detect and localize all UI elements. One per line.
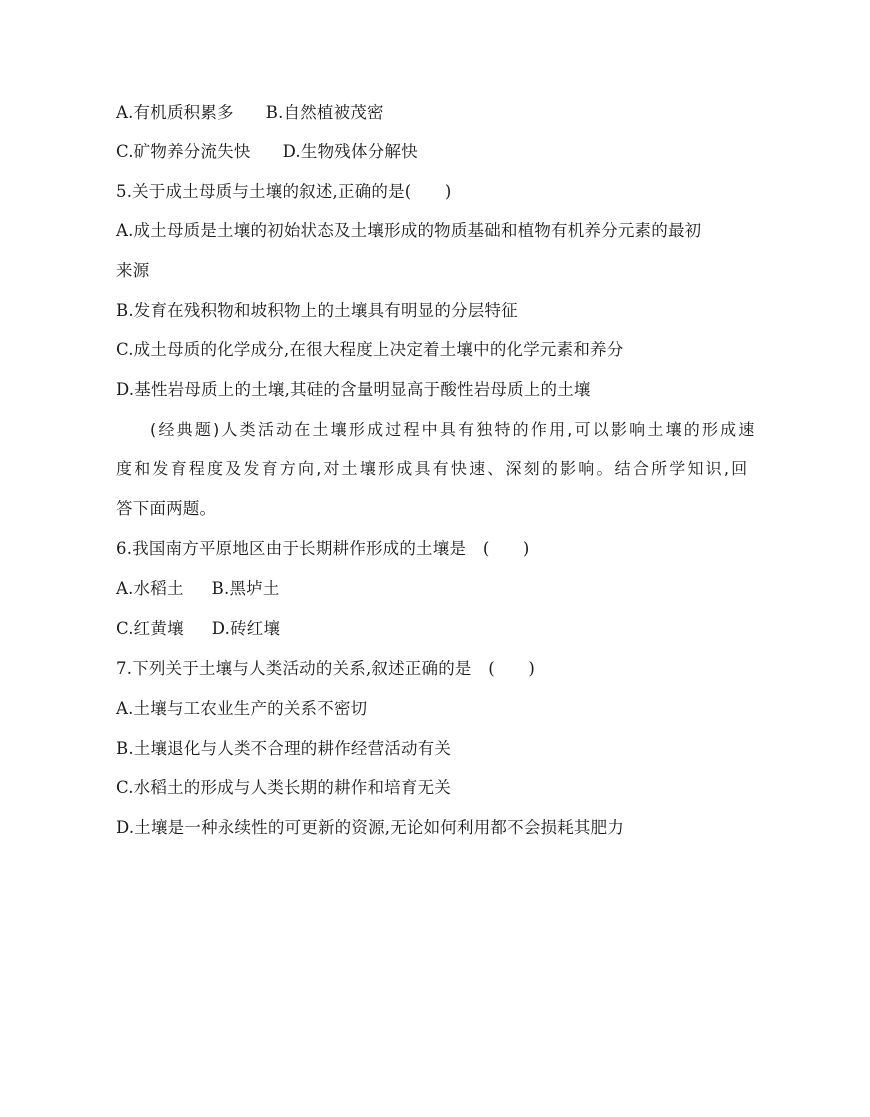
q4-option-c[interactable]: C.矿物养分流失快 xyxy=(116,142,251,161)
q6-option-b[interactable]: B.黑垆土 xyxy=(211,579,280,598)
q5-question: 5.关于成土母质与土壤的叙述,正确的是( ) xyxy=(116,182,452,201)
q6-option-c[interactable]: C.红黄壤 xyxy=(116,619,184,638)
q6-question: 6.我国南方平原地区由于长期耕作形成的土壤是 ( ) xyxy=(116,539,530,558)
q7-option-a[interactable]: A.土壤与工农业生产的关系不密切 xyxy=(116,699,368,718)
q7-option-c[interactable]: C.水稻土的形成与人类长期的耕作和培育无关 xyxy=(116,778,451,797)
stem-line-1: (经典题)人类活动在土壤形成过程中具有独特的作用,可以影响土壤的形成速 xyxy=(150,420,757,439)
q5-option-a-line1[interactable]: A.成土母质是土壤的初始状态及土壤形成的物质基础和植物有机养分元素的最初 xyxy=(116,221,702,240)
q4-options-row-2 xyxy=(116,141,418,163)
q6-option-d[interactable]: D.砖红壤 xyxy=(211,619,281,638)
q4-option-d[interactable]: D.生物残体分解快 xyxy=(282,142,418,161)
q4-option-b[interactable]: B.自然植被茂密 xyxy=(265,103,384,122)
stem-line-3: 答下面两题。 xyxy=(116,499,217,518)
stem-line-2: 度和发育程度及发育方向,对土壤形成具有快速、深刻的影响。结合所学知识,回 xyxy=(116,459,750,478)
q5-option-b[interactable]: B.发育在残积物和坡积物上的土壤具有明显的分层特征 xyxy=(116,301,518,320)
q7-option-d[interactable]: D.土壤是一种永续性的可更新的资源,无论如何利用都不会损耗其肥力 xyxy=(116,818,625,837)
q6-options-row-1 xyxy=(116,578,280,600)
q4-options-row-1 xyxy=(116,102,384,124)
q7-question: 7.下列关于土壤与人类活动的关系,叙述正确的是 ( ) xyxy=(116,659,535,678)
q5-option-d[interactable]: D.基性岩母质上的土壤,其硅的含量明显高于酸性岩母质上的土壤 xyxy=(116,380,591,399)
q5-option-a-line2[interactable]: 来源 xyxy=(116,261,150,280)
q7-option-b[interactable]: B.土壤退化与人类不合理的耕作经营活动有关 xyxy=(116,739,452,758)
q5-option-c[interactable]: C.成土母质的化学成分,在很大程度上决定着土壤中的化学元素和养分 xyxy=(116,340,624,359)
q6-options-row-2 xyxy=(116,618,280,640)
q6-option-a[interactable]: A.水稻土 xyxy=(116,579,184,598)
q4-option-a[interactable]: A.有机质积累多 xyxy=(116,103,234,122)
